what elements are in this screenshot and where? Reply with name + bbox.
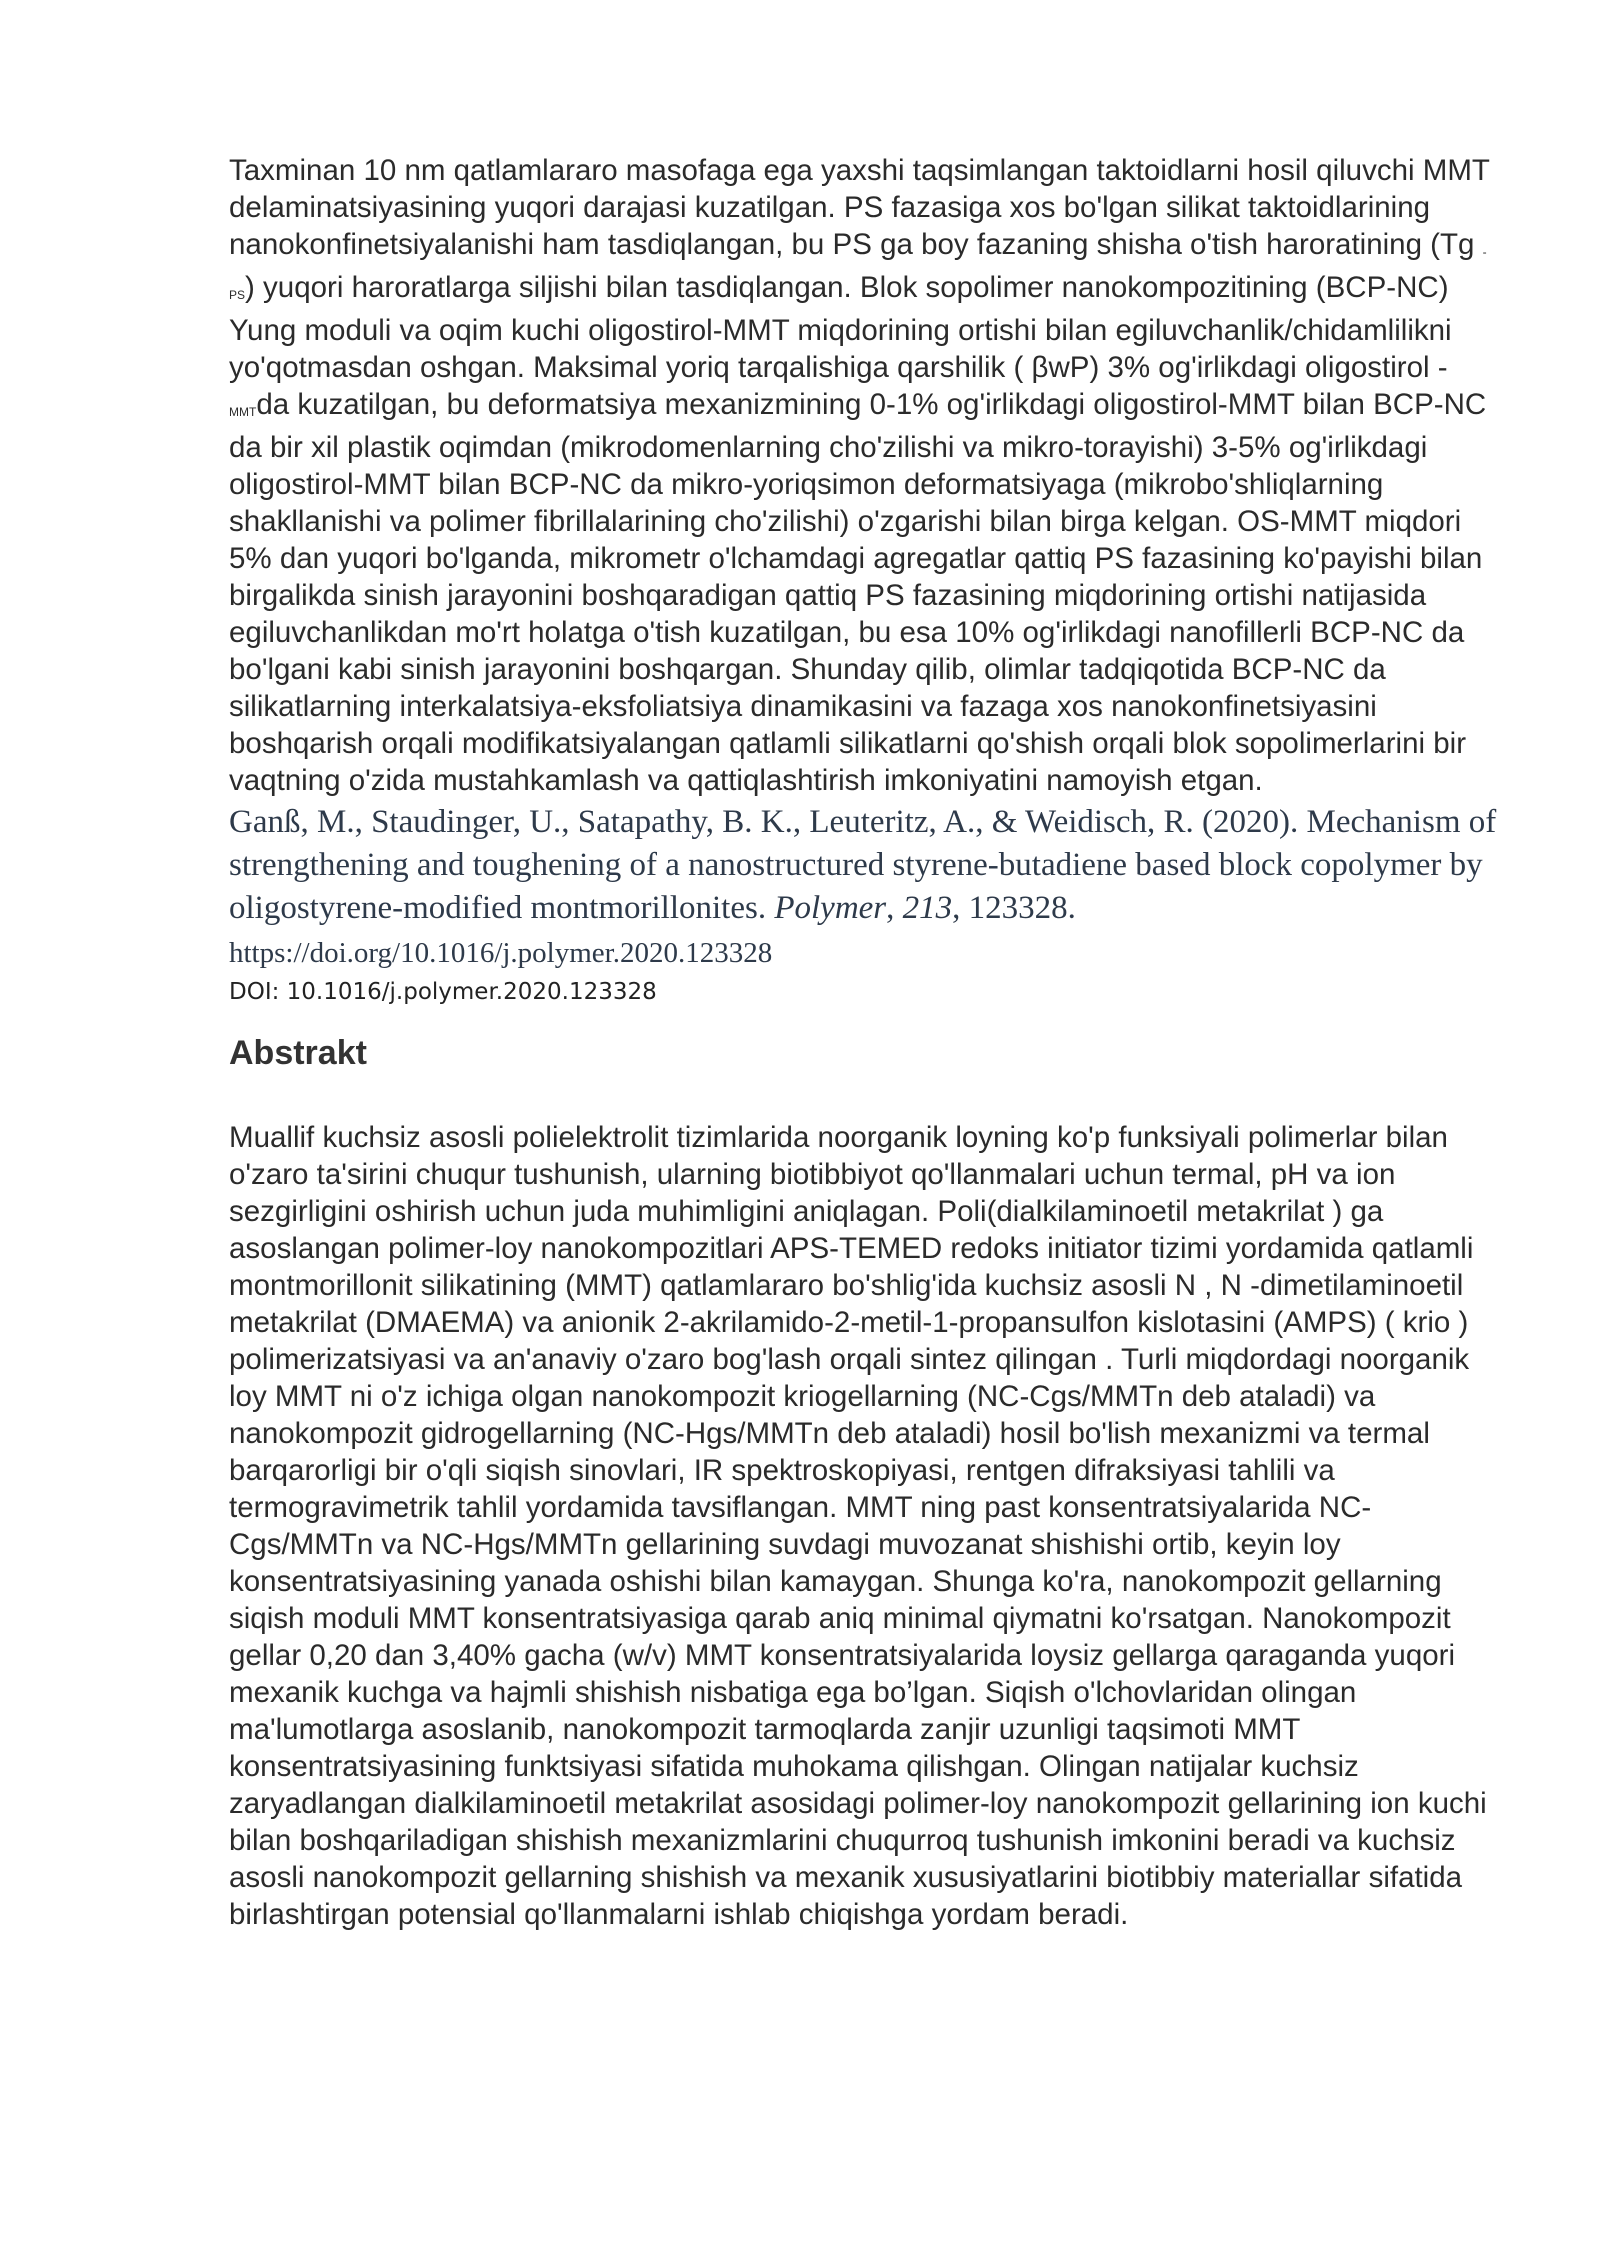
citation-article-number: 123328. (968, 890, 1076, 926)
subscript-mmt: MMT (229, 405, 257, 419)
doi-line: DOI: 10.1016/j.polymer.2020.123328 (229, 979, 657, 1005)
summary-text-part-c: da kuzatilgan, bu deformatsiya mexanizmining 0-1% og'irlikdagi oligostirol-MMT bilan BCP-NC da bir xil plastik oqimdan (mikrodomenlarning cho'zilishi va mikro-torayishi) 3-5% og'irlikdagi oligostirol-MMT bilan BCP-NC da mikro-yoriqsimon deformatsiyaga (mikrobo'shliqlarning shakllanishi va polimer fibrillalarining cho'zilishi) o'zgarishi bilan birga kelgan. OS-MMT miqdori 5% dan yuqori bo'lganda, mikrometr o'lchamdagi agregatlar qattiq PS fazasining ko'payishi bilan birgalikda sinish jarayonini boshqaradigan qattiq PS fazasining miqdorining ortishi natijasida egiluvchanlikdan mo'rt holatga o'tish kuzatilgan, bu esa 10% og'irlikdagi nanofillerli BCP-NC da bo'lgani kabi sinish jarayonini boshqargan. Shunday qilib, olimlar tadqiqotida BCP-NC da silikatlarning interkalatsiya-eksfoliatsiya dinamikasini va fazaga xos nanokonfinetsiyasini boshqarish orqali modifikatsiyalangan qatlamli silikatlarni qo'shish orqali blok sopolimerlarini bir vaqtning o'zida mustahkamlash va qattiqlashtirish imkoniyatini namoyish etgan. (229, 388, 1487, 797)
citation-journal: Polymer (774, 890, 887, 926)
citation-main: Ganß, M., Staudinger, U., Satapathy, B. K., Leuteritz, A., & Weidisch, R. (2020). Mechanism of strengthening and toughening of a nanostructured styrene-butadiene based block copolymer by oligostyrene-modified montmorillonites. (229, 804, 1497, 926)
summary-paragraph (229, 152, 1499, 799)
summary-text-part-b: ) yuqori haroratlarga siljishi bilan tasdiqlangan. Blok sopolimer nanokompozitining (BCP-NC) Yung moduli va oqim kuchi oligostirol-MMT miqdorining ortishi bilan egiluvchanlik/chidamlilikni yo'qotmasdan oshgan. Maksimal yoriq tarqalishiga qarshilik ( βwP) 3% og'irlikdagi oligostirol - (229, 271, 1452, 384)
reference-citation (229, 801, 1499, 975)
document-page (229, 152, 1499, 1933)
citation-volume: 213 (902, 890, 953, 926)
subscript-ps: -PS (229, 245, 1487, 302)
citation-doi-link[interactable]: https://doi.org/10.1016/j.polymer.2020.123328 (229, 937, 773, 969)
abstract-paragraph: Muallif kuchsiz asosli polielektrolit tizimlarida noorganik loyning ko'p funksiyali polimerlar bilan o'zaro ta'sirini chuqur tushunish, ularning biotibbiyot qo'llanmalari uchun termal, pH va ion sezgirligini oshirish uchun juda muhimligini aniqlagan. Poli(dialkilaminoetil metakrilat ) ga asoslangan polimer-loy nanokompozitlari APS-TEMED redoks initiator tizimi yordamida qatlamli montmorillonit silikatining (MMT) qatlamlararo bo'shlig'ida kuchsiz asosli N , N -dimetilaminoetil metakrilat (DMAEMA) va anionik 2-akrilamido-2-metil-1-propansulfon kislotasini (AMPS) ( krio ) polimerizatsiyasi va an'anaviy o'zaro bog'lash orqali sintez qilingan . Turli miqdordagi noorganik loy MMT ni o'z ichiga olgan nanokompozit kriogellarning (NC-Cgs/MMTn deb ataladi) va nanokompozit gidrogellarning (NC-Hgs/MMTn deb ataladi) hosil bo'lish mexanizmi va termal barqarorligi bir o'qli siqish sinovlari, IR spektroskopiyasi, rentgen difraksiyasi tahlili va termogravimetrik tahlil yordamida tavsiflangan. MMT ning past konsentratsiyalarida NC-Cgs/MMTn va NC-Hgs/MMTn gellarining suvdagi muvozanat shishishi ortib, keyin loy konsentratsiyasining yanada oshishi bilan kamaygan. Shunga ko'ra, nanokompozit gellarning siqish moduli MMT konsentratsiyasiga qarab aniq minimal qiymatni ko'rsatgan. Nanokompozit gellar 0,20 dan 3,40% gacha (w/v) MMT konsentratsiyalarida loysiz gellarga qaraganda yuqori mexanik kuchga va hajmli shishish nisbatiga ega bo’lgan. Siqish o'lchovlaridan olingan ma'lumotlarga asoslanib, nanokompozit tarmoqlarda zanjir uzunligi taqsimoti MMT konsentratsiyasining funktsiyasi sifatida muhokama qilishgan. Olingan natijalar kuchsiz zaryadlangan dialkilaminoetil metakrilat asosidagi polimer-loy nanokompozit gellarining ion kuchi bilan boshqariladigan shishish mexanizmlarini chuqurroq tushunish imkonini beradi va kuchsiz asosli nanokompozit gellarning shishish va mexanik xususiyatlarini biotibbiy materiallar sifatida birlashtirgan potensial qo'llanmalarni ishlab chiqishga yordam beradi. (229, 1121, 1487, 1931)
abstract-heading: Abstrakt (229, 1034, 367, 1072)
citation-sep-1: , (886, 890, 903, 926)
summary-text-part-a: Taxminan 10 nm qatlamlararo masofaga ega yaxshi taqsimlangan taktoidlarni hosil qiluvchi MMT delaminatsiyasining yuqori darajasi kuzatilgan. PS fazasiga xos bo'lgan silikat taktoidlarining nanokonfinetsiyalanishi ham tasdiqlangan, bu PS ga boy fazaning shisha o'tish haroratining (Tg (229, 154, 1490, 261)
citation-sep-2: , (952, 890, 969, 926)
